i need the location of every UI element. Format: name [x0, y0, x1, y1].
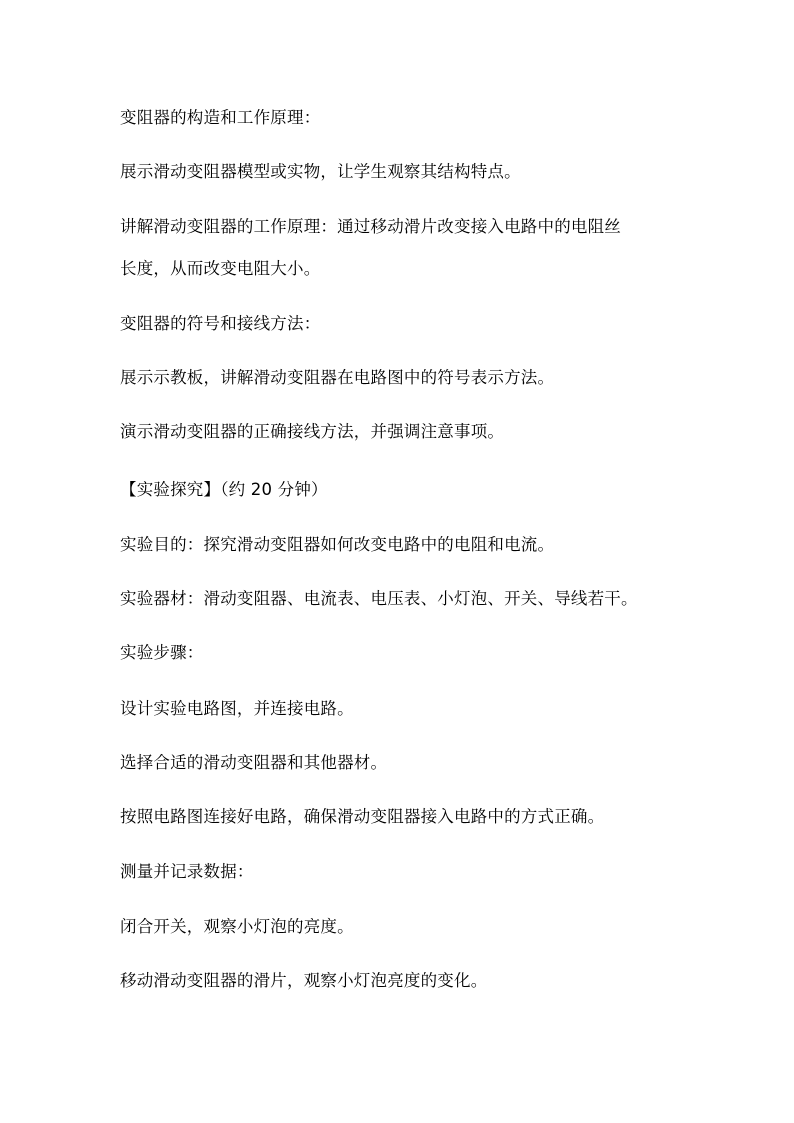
paragraph-line: 演示滑动变阻器的正确接线方法，并强调注意事项。 [120, 422, 505, 441]
section-heading-experiment: 【实验探究】（约 20 分钟） [120, 480, 328, 499]
paragraph-line: 长度，从而改变电阻大小。 [120, 259, 321, 278]
paragraph-line: 实验目的：探究滑动变阻器如何改变电路中的电阻和电流。 [120, 535, 555, 554]
subheading-measure: 测量并记录数据： [120, 862, 254, 881]
paragraph-line: 选择合适的滑动变阻器和其他器材。 [120, 753, 388, 772]
section-heading-structure: 变阻器的构造和工作原理： [120, 108, 321, 127]
paragraph-line: 实验器材：滑动变阻器、电流表、电压表、小灯泡、开关、导线若干。 [120, 589, 638, 608]
paragraph-line: 按照电路图连接好电路，确保滑动变阻器接入电路中的方式正确。 [120, 807, 605, 826]
subheading-steps: 实验步骤： [120, 643, 204, 662]
paragraph-line: 闭合开关，观察小灯泡的亮度。 [120, 917, 354, 936]
paragraph-line: 移动滑动变阻器的滑片，观察小灯泡亮度的变化。 [120, 971, 488, 990]
paragraph-line: 展示示教板，讲解滑动变阻器在电路图中的符号表示方法。 [120, 368, 555, 387]
paragraph-line: 讲解滑动变阻器的工作原理：通过移动滑片改变接入电路中的电阻丝 [120, 217, 621, 236]
section-heading-symbol: 变阻器的符号和接线方法： [120, 314, 321, 333]
paragraph-line: 设计实验电路图，并连接电路。 [120, 699, 354, 718]
paragraph-line: 展示滑动变阻器模型或实物，让学生观察其结构特点。 [120, 162, 521, 181]
